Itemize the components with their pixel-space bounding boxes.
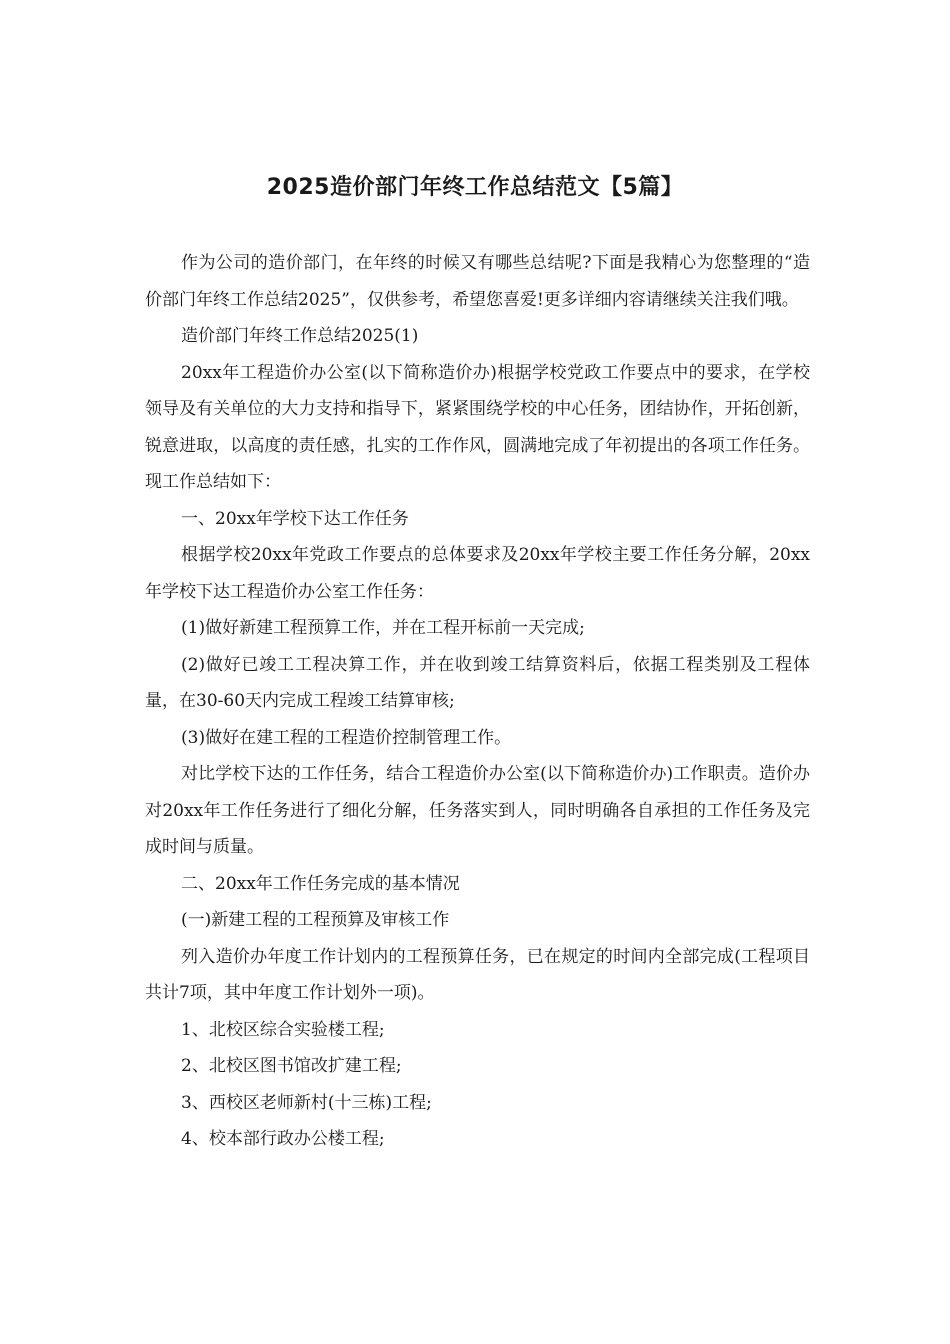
- list-item: (3)做好在建工程的工程造价控制管理工作。: [181, 727, 512, 748]
- paragraph: 列入造价办年度工作计划内的工程预算任务，已在规定的时间内全部完成(工程项目共计7项，其中年度工作计划外一项)。: [145, 946, 810, 1003]
- list-item: 3、西校区老师新村(十三栋)工程;: [181, 1092, 432, 1113]
- document-title: 2025造价部门年终工作总结范文【5篇】: [266, 175, 684, 200]
- list-item: 1、北校区综合实验楼工程;: [181, 1019, 385, 1040]
- subsection-heading: (一)新建工程的工程预算及审核工作: [181, 910, 450, 930]
- paragraph: 作为公司的造价部门，在年终的时候又有哪些总结呢?下面是我精心为您整理的“造价部门年终工作总结2025”，仅供参考，希望您喜爱!更多详细内容请继续关注我们哦。: [145, 253, 810, 310]
- paragraph: 20xx年工程造价办公室(以下简称造价办)根据学校党政工作要点中的要求，在学校领导及有关单位的大力支持和指导下，紧紧围绕学校的中心任务，团结协作，开拓创新，锐意进取，以高度的责任感，扎实的工作作风，圆满地完成了年初提出的各项工作任务。现工作总结如下：: [145, 362, 810, 492]
- paragraph: 根据学校20xx年党政工作要点的总体要求及20xx年学校主要工作任务分解，20xx年学校下达工程造价办公室工作任务：: [145, 545, 810, 602]
- paragraph: 对比学校下达的工作任务，结合工程造价办公室(以下简称造价办)工作职责。造价办对20xx年工作任务进行了细化分解，任务落实到人，同时明确各自承担的工作任务及完成时间与质量。: [145, 764, 810, 857]
- list-item: 2、北校区图书馆改扩建工程;: [181, 1056, 402, 1076]
- section-heading: 二、20xx年工作任务完成的基本情况: [181, 873, 460, 894]
- list-item: (1)做好新建工程预算工作，并在工程开标前一天完成;: [181, 618, 585, 638]
- document-body: [145, 245, 810, 1158]
- list-item: (2)做好已竣工工程决算工作，并在收到竣工结算资料后，依据工程类别及工程体量，在30-60天内完成工程竣工结算审核;: [145, 654, 810, 711]
- section-heading: 造价部门年终工作总结2025(1): [181, 326, 419, 346]
- section-heading: 一、20xx年学校下达工作任务: [181, 508, 409, 529]
- list-item: 4、校本部行政办公楼工程;: [181, 1129, 385, 1149]
